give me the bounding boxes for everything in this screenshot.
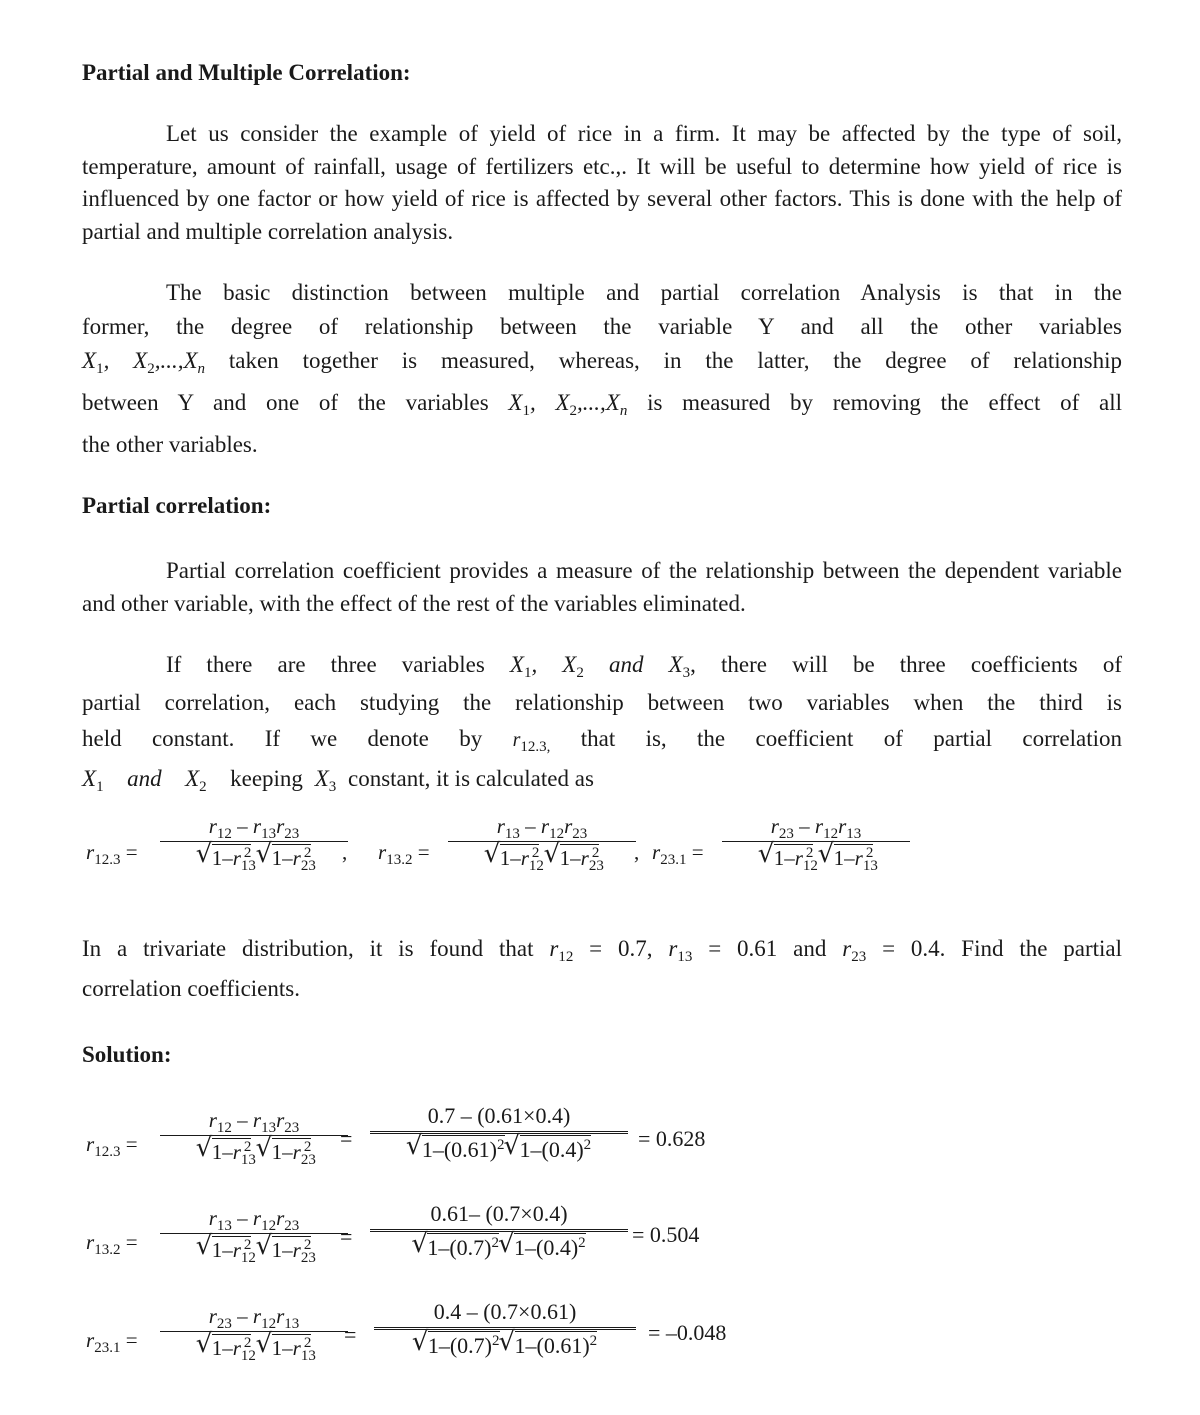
section-heading-solution: Solution: (82, 1042, 172, 1067)
three-variable-paragraph (82, 652, 1122, 795)
distinction-line-2: former, the degree of relationship between the variable Y and all the other variables (82, 314, 1122, 339)
formula-r23-1: $r_{23} - r_{12}r_{13}$ √ $1-r_{12}^2$ √ $1-r_{13}^2$ (722, 812, 910, 872)
section-heading-partial: Partial correlation: (82, 493, 272, 518)
solution-r12-3-label: $r_{12.3}$ = (86, 1132, 138, 1160)
solution-r13-2-substituted: 0.61– (0.7×0.4) √ $1-(0.7)^2√$ $1-(0.4)^2$ (370, 1200, 628, 1262)
solution-r12-3-substituted: 0.7 – (0.61×0.4) √ $1-(0.61)^2√$ $1-(0.4)^2$ (370, 1102, 628, 1164)
definition-paragraph (82, 555, 1122, 620)
three-var-line-3: held constant. If we denote by $r_{12.3,}$ that is, the coefficient of partial correlation (82, 726, 1122, 755)
solution-r23-1-substituted: 0.4 – (0.7×0.61) √ $1-(0.7)^2√$ $1-(0.61)^2$ (374, 1298, 636, 1360)
problem-line-1: In a trivariate distribution, it is found that $r_{12} = 0.7$, $r_{13} = 0.61$ and $r_{23} = 0.4$. Find the partial (82, 936, 1123, 965)
solution-r12-3-formula: $r_{12} - r_{13}r_{23}$ √ $1-r_{13}^2$ √ $1-r_{23}^2$ (160, 1106, 348, 1166)
solution-r23-1-formula: $r_{23} - r_{12}r_{13}$ √ $1-r_{12}^2$ √ $1-r_{13}^2$ (160, 1302, 348, 1362)
distinction-line-5: the other variables. (82, 432, 258, 457)
solution-r23-1-label: $r_{23.1}$ = (86, 1328, 138, 1356)
variables-x1-xn: $X_1$, $X_2,...,X_n$ (82, 348, 206, 377)
problem-line-2: correlation coefficients. (82, 976, 300, 1001)
solution-r13-2-label: $r_{13.2}$ = (86, 1230, 138, 1258)
solution-r13-2-formula: $r_{13} - r_{12}r_{23}$ √ $1-r_{12}^2$ √ $1-r_{23}^2$ (160, 1204, 348, 1264)
three-var-line-1: If there are three variables $X_1$, $X_2$ and $X_3$, there will be three coefficients of (166, 652, 1122, 681)
formula-r12-3: $r_{12} - r_{13}r_{23}$ √ $1-r_{13}^2$ √ $1-r_{23}^2$ (160, 812, 348, 872)
formula-r12-3-label: $r_{12.3}$ = (86, 840, 138, 868)
solution-r13-2-result: = 0.504 (632, 1222, 700, 1247)
problem-statement (82, 936, 1122, 1002)
definition-text: Partial correlation coefficient provides a measure of the relationship between the dependent variable and other variable, with the effect of the rest of the variables eliminated. (82, 558, 1122, 616)
three-var-line-2: partial correlation, each studying the relationship between two variables when the third is (82, 690, 1122, 715)
formula-r23-1-label: $r_{23.1}$ = (652, 840, 704, 868)
formula-r13-2-label: $r_{13.2}$ = (378, 840, 430, 868)
distinction-paragraph (82, 280, 1122, 466)
solution-r12-3-result: = 0.628 (638, 1126, 706, 1151)
three-var-line-4: $X_1$ and $X_2$ keeping $X_3$ constant, it is calculated as (82, 766, 594, 795)
distinction-line-4: between Y and one of the variables $X_1$, $X_2,...,X_n$ is measured by removing the effect of all (82, 390, 1123, 419)
solution-r23-1-result: = –0.048 (648, 1320, 727, 1345)
formula-r13-2: $r_{13} - r_{12}r_{23}$ √ $1-r_{12}^2$ √ $1-r_{23}^2$ (448, 812, 636, 872)
distinction-line-3: $X_1$, $X_2,...,X_n$ taken together is measured, whereas, in the latter, the degree of relationship (82, 348, 1123, 377)
intro-text: Let us consider the example of yield of rice in a firm. It may be affected by the type of soil, temperature, amount of rainfall, usage of fertilizers etc.,. It will be useful to determine how yield of rice is influenced by one factor or how yield of rice is affected by several other factors. This is done with the help of partial and multiple correlation analysis. (82, 121, 1122, 244)
page-title: Partial and Multiple Correlation: (82, 60, 411, 85)
distinction-line-1: The basic distinction between multiple and partial correlation Analysis is that in the (166, 280, 1122, 305)
intro-paragraph (82, 118, 1122, 248)
